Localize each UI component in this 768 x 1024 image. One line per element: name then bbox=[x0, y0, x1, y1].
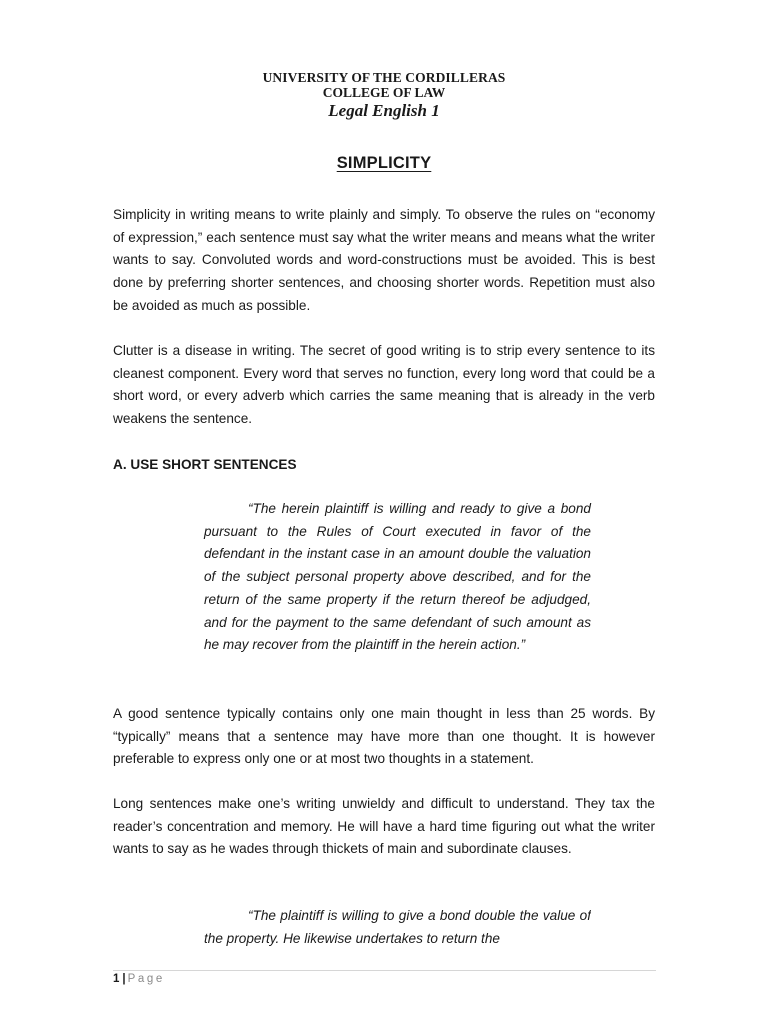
quote-short-example: “The plaintiff is willing to give a bond double the value of the property. He likewise undertakes to return the bbox=[204, 908, 591, 946]
document-header bbox=[0, 70, 768, 121]
page-footer bbox=[113, 971, 165, 987]
paragraph-good-sentence: A good sentence typically contains only one main thought in less than 25 words. By “typically” means that a sentence may have more than one thought. It is however preferable to express only one or at most two thoughts in a statement. bbox=[113, 706, 655, 767]
footer-divider bbox=[113, 970, 656, 971]
paragraph-clutter: Clutter is a disease in writing. The secret of good writing is to strip every sentence to its cleanest component. Every word that serves no function, every long word that could be a short word, or every adverb which carries the same meaning that is already in the verb weakens the sentence. bbox=[113, 343, 655, 427]
page-number: 1 bbox=[113, 973, 120, 985]
page-label: Page bbox=[127, 973, 165, 985]
footer-separator: | bbox=[122, 973, 126, 985]
university-name: UNIVERSITY OF THE CORDILLERAS bbox=[262, 70, 506, 85]
section-heading: A. USE SHORT SENTENCES bbox=[113, 457, 297, 472]
paragraph-simplicity-definition: Simplicity in writing means to write plainly and simply. To observe the rules on “economy of expression,” each sentence must say what the writer means and means what the writer wants to say. Convoluted words and word-constructions must be avoided. This is best done by preferring shorter sentences, and choosing shorter words. Repetition must also be avoided as much as possible. bbox=[113, 207, 655, 313]
quote-long-example: “The herein plaintiff is willing and ready to give a bond pursuant to the Rules of Court executed in favor of the defendant in the instant case in an amount double the valuation of the subject personal property above described, and for the return of the same property if the return thereof be adjudged, and for the payment to the same defendant of such amount as he may recover from the plaintiff in the herein action.” bbox=[204, 501, 591, 653]
course-title: Legal English 1 bbox=[328, 101, 440, 120]
paragraph-long-sentences: Long sentences make one’s writing unwieldy and difficult to understand. They tax the reader’s concentration and memory. He will have a hard time figuring out what the writer wants to say as he wades through thickets of main and subordinate clauses. bbox=[113, 796, 655, 857]
college-name: COLLEGE OF LAW bbox=[322, 85, 446, 100]
page-title: SIMPLICITY bbox=[336, 154, 432, 172]
